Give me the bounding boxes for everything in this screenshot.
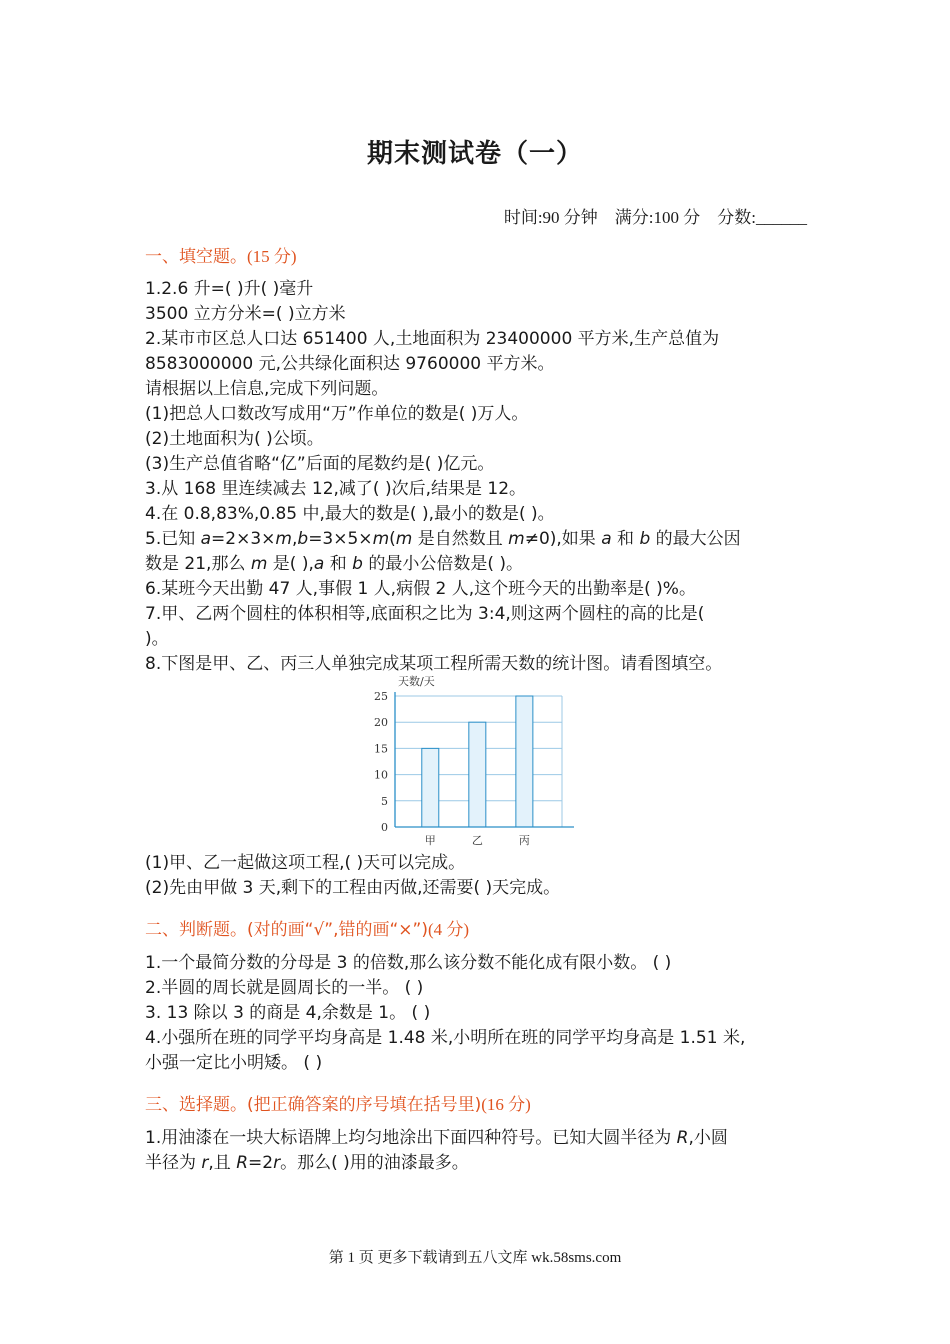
y-tick-label: 10 <box>374 768 388 782</box>
question-3: 3.从 168 里连续减去 12,减了( )次后,结果是 12。 <box>145 479 527 499</box>
judge-1: 1.一个最简分数的分母是 3 的倍数,那么该分数不能化成有限小数。 ( ) <box>145 953 672 973</box>
page-footer: 第 1 页 更多下载请到五八文库 wk.58sms.com <box>328 1250 622 1266</box>
question-1-line-2: 3500 立方分米=( )立方米 <box>145 304 346 324</box>
chart-bars <box>422 696 533 827</box>
section-title: 二、判断题。(对的画“√”,错的画“×”) <box>145 920 428 940</box>
choice-1-line-1: 1.用油漆在一块大标语牌上均匀地涂出下面四种符号。已知大圆半径为 R,小圆 <box>145 1128 728 1148</box>
question-8-sub-2: (2)先由甲做 3 天,剩下的工程由丙做,还需要( )天完成。 <box>145 878 561 898</box>
y-tick-label: 25 <box>374 690 388 703</box>
section-fill-blank-heading <box>145 242 297 267</box>
judge-2: 2.半圆的周长就是圆周长的一半。 ( ) <box>145 978 424 998</box>
x-tick-label: 乙 <box>471 834 483 847</box>
choice-1-line-2: 半径为 r,且 R=2r。那么( )用的油漆最多。 <box>145 1153 469 1173</box>
question-8-sub-1: (1)甲、乙一起做这项工程,( )天可以完成。 <box>145 853 466 873</box>
chart-labels <box>374 674 530 847</box>
y-tick-label: 0 <box>381 821 388 834</box>
y-axis-label: 天数/天 <box>398 675 435 688</box>
judge-4-line-2: 小强一定比小明矮。 ( ) <box>145 1053 323 1073</box>
bar-丙 <box>516 696 533 827</box>
section-points: (16 分) <box>481 1095 531 1114</box>
question-2-line-2: 8583000000 元,公共绿化面积达 9760000 平方米。 <box>145 354 555 374</box>
question-5-line-2: 数是 21,那么 m 是( ),a 和 b 的最小公倍数是( )。 <box>145 554 523 574</box>
question-2-line-3: 请根据以上信息,完成下列问题。 <box>145 379 389 399</box>
section-judge-heading <box>145 915 469 940</box>
section-points: (4 分) <box>427 920 470 939</box>
x-tick-label: 丙 <box>518 834 530 847</box>
question-2-sub-2: (2)土地面积为( )公顷。 <box>145 429 324 449</box>
question-5-line-1: 5.已知 a=2×3×m,b=3×5×m(m 是自然数且 m≠0),如果 a 和 b 的最大公因 <box>145 529 741 549</box>
judge-3: 3. 13 除以 3 的商是 4,余数是 1。 ( ) <box>145 1003 431 1023</box>
y-tick-label: 5 <box>381 794 388 808</box>
question-4: 4.在 0.8,83%,0.85 中,最大的数是( ),最小的数是( )。 <box>145 504 555 524</box>
question-6: 6.某班今天出勤 47 人,事假 1 人,病假 2 人,这个班今天的出勤率是( )%。 <box>145 579 696 599</box>
question-1-line-1: 1.2.6 升=( )升( )毫升 <box>145 279 314 299</box>
question-8: 8.下图是甲、乙、丙三人单独完成某项工程所需天数的统计图。请看图填空。 <box>145 654 723 674</box>
bar-甲 <box>422 748 439 827</box>
judge-4-line-1: 4.小强所在班的同学平均身高是 1.48 米,小明所在班的同学平均身高是 1.51 米, <box>145 1028 746 1048</box>
bar-乙 <box>469 722 486 827</box>
x-tick-label: 甲 <box>424 834 436 847</box>
exam-meta: 时间:90 分钟 满分:100 分 分数:______ <box>503 208 807 227</box>
section-title: 一、填空题。 <box>145 247 247 267</box>
y-tick-label: 15 <box>374 742 388 756</box>
section-title: 三、选择题。(把正确答案的序号填在括号里) <box>145 1095 482 1115</box>
question-2-sub-3: (3)生产总值省略“亿”后面的尾数约是( )亿元。 <box>145 454 495 474</box>
section-points: (15 分) <box>247 247 297 266</box>
page-title: 期末测试卷（一） <box>366 139 583 169</box>
y-tick-label: 20 <box>374 716 388 730</box>
bar-chart <box>360 672 590 850</box>
question-7-line-2: )。 <box>145 629 169 649</box>
section-choice-heading <box>145 1090 531 1115</box>
question-7-line-1: 7.甲、乙两个圆柱的体积相等,底面积之比为 3:4,则这两个圆柱的高的比是( <box>145 604 705 624</box>
question-2-sub-1: (1)把总人口数改写成用“万”作单位的数是( )万人。 <box>145 404 529 424</box>
question-2-line-1: 2.某市市区总人口达 651400 人,土地面积为 23400000 平方米,生产总值为 <box>145 329 720 349</box>
